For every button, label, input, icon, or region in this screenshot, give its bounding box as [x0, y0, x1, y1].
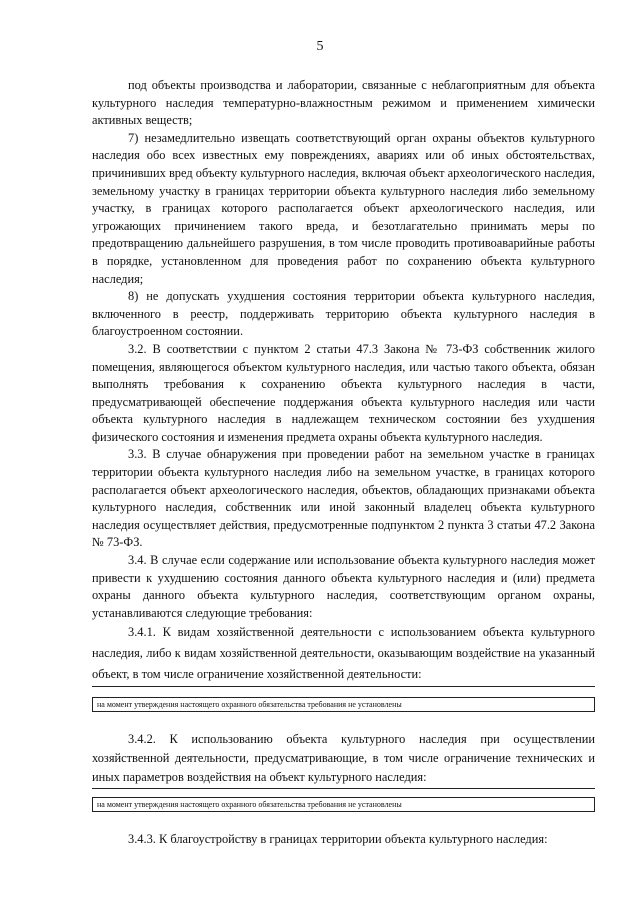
requirements-note-box-2: на момент утверждения настоящего охранного обязательства требования не установлены: [92, 797, 595, 812]
paragraph-3-4-2: 3.4.2. К использованию объекта культурного наследия при осуществлении хозяйственной деятельности, предусматривающие, в том числе ограничение технических и иных параметров воздействия на объект культурного наследия:: [92, 732, 595, 785]
requirements-note-box-1: на момент утверждения настоящего охранного обязательства требования не установлены: [92, 697, 595, 712]
page-number: 5: [316, 39, 324, 54]
paragraph-3-2: 3.2. В соответствии с пунктом 2 статьи 47.3 Закона № 73-ФЗ собственник жилого помещения, являющегося объектом культурного наследия, или частью такого объекта, обязан выполнять требования к сохранению объекта культурного наследия в части, предусматривающей обеспечение поддержания объекта культурного наследия или части объекта культурного наследия в надлежащем техническом состоянии без ухудшения физического состояния и изменения предмета охраны объекта культурного наследия.: [92, 341, 595, 444]
document-body: [92, 77, 595, 849]
paragraph-item-7: 7) незамедлительно извещать соответствующий орган охраны объектов культурного наследия обо всех известных ему повреждениях, авариях или об иных обстоятельствах, причинивших вред объекту культурного наследия, включая объект археологического наследия, земельному участку в границах территории объекта культурного наследия либо земельному участку, в границах которого располагается объект археологического наследия, или угрожающих причинением такого вреда, и безотлагательно принимать меры по предотвращению дальнейшего разрушения, в том числе проводить противоаварийные работы в порядке, установленном для проведения работ по сохранению объекта культурного наследия;: [92, 130, 595, 286]
paragraph-3-3: 3.3. В случае обнаружения при проведении работ на земельном участке в границах территории объекта культурного наследия либо на земельном участке, в границах которого располагается объект археологического наследия, объектов, обладающих признаками объекта культурного наследия, собственник или иной законный владелец объекта культурного наследия осуществляет действия, предусмотренные подпунктом 2 пункта 3 статьи 47.2 Закона № 73-ФЗ.: [92, 447, 595, 550]
paragraph-3-4-1: 3.4.1. К видам хозяйственной деятельности с использованием объекта культурного наследия, либо к видам хозяйственной деятельности, оказывающим воздействие на указанный объект, в том числе ограничение хозяйственной деятельности:: [92, 625, 595, 682]
paragraph-3-4: 3.4. В случае если содержание или использование объекта культурного наследия может привести к ухудшению состояния данного объекта культурного наследия и (или) предмета охраны данного объекта культурного наследия, соответствующим органом охраны, устанавливаются следующие требования:: [92, 553, 595, 620]
paragraph-continuation: под объекты производства и лаборатории, связанные с неблагоприятным для объекта культурного наследия температурно-влажностным режимом и применением химически активных веществ;: [92, 78, 595, 128]
paragraph-3-4-3: 3.4.3. К благоустройству в границах территории объекта культурного наследия:: [128, 832, 548, 847]
paragraph-item-8: 8) не допускать ухудшения состояния территории объекта культурного наследия, включенного в реестр, поддерживать территорию объекта культурного наследия в благоустроенном состоянии.: [92, 289, 595, 339]
